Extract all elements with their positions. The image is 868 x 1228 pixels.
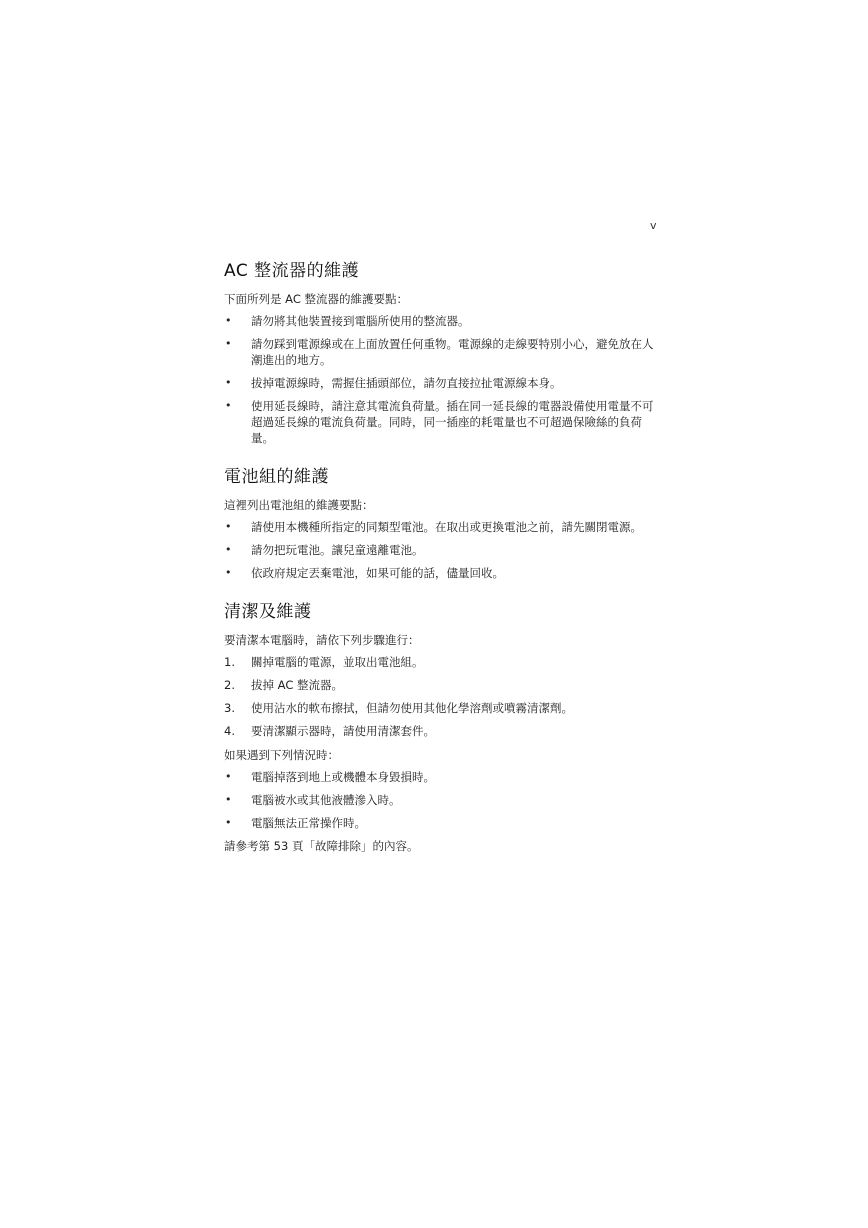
list-item [224,815,660,831]
list-item-text: 請勿踩到電源線或在上面放置任何重物。電源線的走線要特別小心，避免放在人潮進出的地方。 [251,337,654,367]
step-text: 關掉電腦的電源，並取出電池組。 [251,655,424,669]
list-item-text: 請勿將其他裝置接到電腦所使用的整流器。 [251,314,470,328]
step-item [224,654,660,670]
list-item [224,792,660,808]
list-item [224,542,660,558]
step-number: 2. [224,678,235,692]
bullet-icon: • [225,543,232,556]
step-number: 1. [224,655,235,669]
section-title: AC 整流器的維護 [224,261,360,281]
step-text: 使用沾水的軟布擦拭，但請勿使用其他化學溶劑或噴霧清潔劑。 [251,701,573,715]
bullet-icon: • [225,314,232,327]
list-item [224,398,660,446]
bullet-list [224,519,660,581]
list-item-text: 電腦無法正常操作時。 [251,816,366,830]
bullet-icon: • [225,376,232,389]
bullet-icon: • [225,520,232,533]
section-title: 電池組的維護 [224,467,329,487]
section-intro: 要清潔本電腦時，請依下列步驟進行： [224,633,420,647]
section-cleaning-maintenance [224,597,660,854]
list-item-text: 電腦被水或其他液體滲入時。 [251,793,401,807]
bullet-list [224,313,660,446]
troubleshooting-reference: 請參考第 53 頁「故障排除」的內容。 [224,839,419,853]
step-item [224,723,660,739]
bullet-icon: • [225,566,232,579]
bullet-icon: • [225,337,232,350]
step-item [224,677,660,693]
bullet-list [224,769,660,831]
list-item-text: 使用延長線時，請注意其電流負荷量。插在同一延長線的電器設備使用電量不可超過延長線的電流負荷量。同時，同一插座的耗電量也不可超過保險絲的負荷量。 [251,399,654,445]
section-ac-adapter-care [224,256,660,446]
list-item [224,313,660,329]
section-battery-care [224,462,660,581]
list-item [224,375,660,391]
bullet-icon: • [225,816,232,829]
list-item [224,769,660,785]
section-intro: 下面所列是 AC 整流器的維護要點： [224,292,409,306]
bullet-icon: • [225,770,232,783]
section-title: 清潔及維護 [224,602,312,622]
list-item [224,565,660,581]
step-item [224,700,660,716]
list-item-text: 請使用本機種所指定的同類型電池。在取出或更換電池之前，請先關閉電源。 [251,520,642,534]
step-text: 拔掉 AC 整流器。 [251,678,344,692]
step-text: 要清潔顯示器時，請使用清潔套件。 [251,724,435,738]
list-item-text: 依政府規定丟棄電池，如果可能的話，儘量回收。 [251,566,504,580]
section-intro: 這裡列出電池組的維護要點： [224,498,374,512]
conditions-intro: 如果遇到下列情況時： [224,748,339,762]
step-list [224,654,660,739]
list-item-text: 電腦掉落到地上或機體本身毀損時。 [251,770,435,784]
list-item [224,519,660,535]
bullet-icon: • [225,793,232,806]
list-item-text: 拔掉電源線時，需握住插頭部位，請勿直接拉扯電源線本身。 [251,376,562,390]
bullet-icon: • [225,399,232,412]
list-item [224,336,660,368]
page-number: v [650,219,657,232]
document-body [224,256,660,870]
list-item-text: 請勿把玩電池。讓兒童遠離電池。 [251,543,424,557]
step-number: 3. [224,701,235,715]
step-number: 4. [224,724,235,738]
